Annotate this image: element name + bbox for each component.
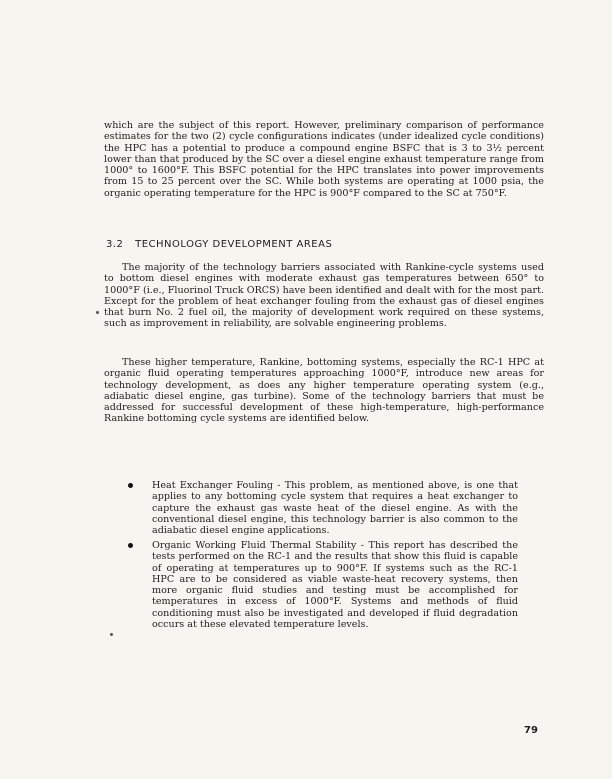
scan-speck: [96, 311, 99, 314]
section-title: TECHNOLOGY DEVELOPMENT AREAS: [135, 239, 333, 250]
bullet-text: Heat Exchanger Fouling - This problem, as mentioned above, is one that applies to any bottoming cycle system that requires a heat exchanger to capture the exhaust gas waste heat of the diesel engine. As with the conventional diesel engine, this technology barrier is also common to the adiabatic diesel engine applications.: [152, 480, 518, 537]
higher-temperature-paragraph: These higher temperature, Rankine, bottoming systems, especially the RC-1 HPC at organic fluid operating temperatures approaching 1000°F, introduce new areas for technology development, as does any higher temperature operating system (e.g., adiabatic diesel engine, gas turbine). Some of the technology barriers that must be addressed for successful development of these high-temperature, high-performance Rankine bottoming cycle systems are identified below.: [104, 357, 544, 425]
intro-paragraph: which are the subject of this report. However, preliminary comparison of performance estimates for the two (2) cycle configurations indicates (under idealized cycle conditions) the HPC has a potential to produce a compound engine BSFC that is 3 to 3½ percent lower than that produced by the SC over a diesel engine exhaust temperature range from 1000° to 1600°F. This BSFC potential for the HPC translates into power improvements from 15 to 25 percent over the SC. While both systems are operating at 1000 psia, the organic operating temperature for the HPC is 900°F compared to the SC at 750°F.: [104, 120, 544, 199]
bullet-text: Organic Working Fluid Thermal Stability - This report has described the tests performed on the RC-1 and the results that show this fluid is capable of operating at temperatures up to 900°F. If systems such as the RC-1 HPC are to be considered as viable waste-heat recovery systems, then more organic fluid studies and testing must be accomplished for temperatures in excess of 1000°F. Systems and methods of fluid conditioning must also be investigated and developed if fluid degradation occurs at these elevated temperature levels.: [152, 540, 518, 631]
page-number: 79: [524, 725, 538, 736]
section-number: 3.2: [106, 239, 124, 250]
bullet-icon: [128, 483, 133, 488]
section-heading: [106, 239, 332, 250]
scan-speck: [110, 633, 113, 636]
technology-barriers-paragraph: The majority of the technology barriers associated with Rankine-cycle systems used to bottom diesel engines with moderate exhaust gas temperatures between 650° to 1000°F (i.e., Fluorinol Truck ORCS) have been identified and dealt with for the most part. Except for the problem of heat exchanger fouling from the exhaust gas of diesel engines that burn No. 2 fuel oil, the majority of development work required on these systems, such as improvement in reliability, are solvable engineering problems.: [104, 262, 544, 330]
bullet-icon: [128, 543, 133, 548]
